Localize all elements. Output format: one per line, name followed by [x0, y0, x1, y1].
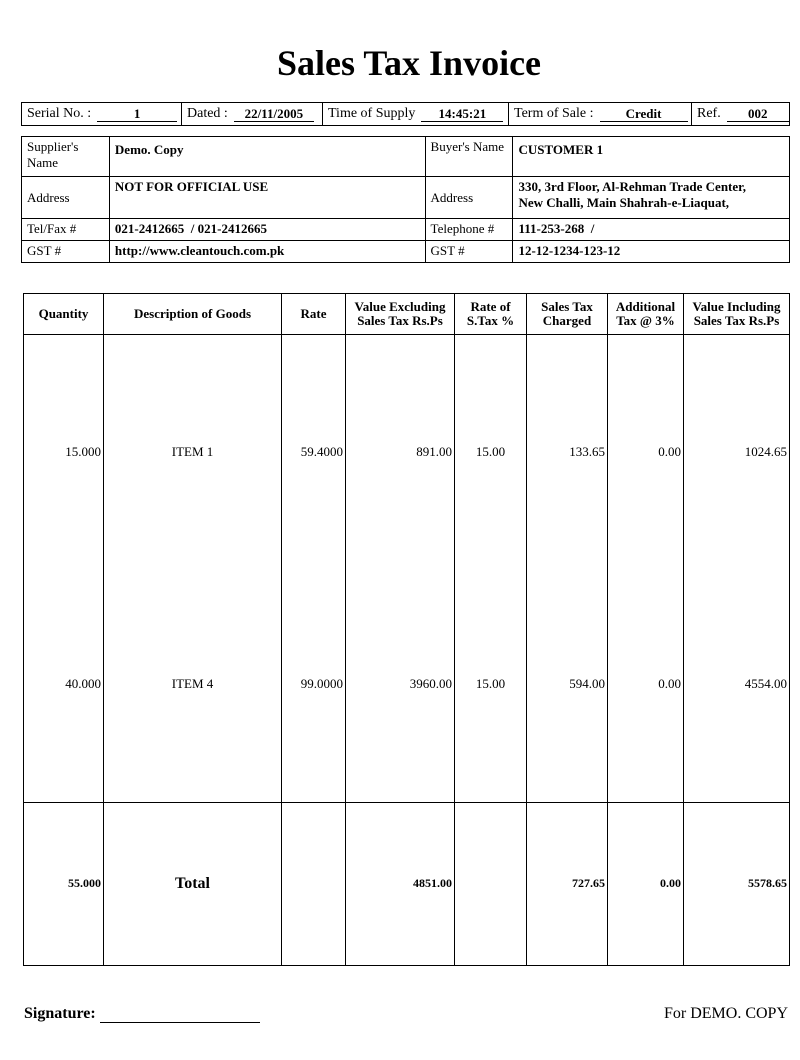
item-value-excl: 3960.00	[346, 568, 455, 799]
col-rate-stax-line1: Rate of	[470, 299, 511, 314]
term-value: Credit	[600, 107, 688, 122]
buyer-address-line1: 330, 3rd Floor, Al-Rehman Trade Center,	[518, 179, 746, 194]
time-label: Time of Supply	[328, 106, 416, 121]
buyer-name: CUSTOMER 1	[513, 137, 790, 177]
col-value-incl-line1: Value Including	[692, 299, 781, 314]
supplier-gst: http://www.cleantouch.com.pk	[109, 241, 425, 263]
col-rate: Rate	[282, 294, 346, 335]
col-addl-line1: Additional	[615, 299, 676, 314]
col-stax	[527, 294, 608, 335]
item-addl: 0.00	[608, 335, 684, 569]
buyer-address	[513, 177, 790, 219]
goods-table	[23, 293, 790, 966]
buyer-tel: 111-253-268 /	[513, 219, 790, 241]
col-value-excl-line1: Value Excluding	[354, 299, 446, 314]
serial-value: 1	[97, 107, 177, 122]
serial-label: Serial No. :	[27, 106, 92, 121]
col-value-incl	[684, 294, 790, 335]
item-description: ITEM 4	[104, 568, 282, 799]
col-value-incl-line2: Sales Tax Rs.Ps	[693, 313, 780, 328]
item-rate: 59.4000	[282, 335, 346, 569]
table-row	[24, 568, 790, 799]
goods-header-row	[24, 294, 790, 335]
item-addl: 0.00	[608, 568, 684, 799]
col-addl	[608, 294, 684, 335]
dated-value: 22/11/2005	[234, 107, 314, 122]
term-label: Term of Sale :	[514, 106, 594, 121]
supplier-gst-label: GST #	[22, 241, 110, 263]
supplier-tel-label: Tel/Fax #	[22, 219, 110, 241]
time-cell	[323, 103, 509, 125]
col-value-excl	[346, 294, 455, 335]
supplier-address: NOT FOR OFFICIAL USE	[109, 177, 425, 219]
item-rate-stax: 15.00	[455, 335, 527, 569]
buyer-gst: 12-12-1234-123-12	[513, 241, 790, 263]
invoice-meta-row	[21, 102, 790, 126]
signature-line	[100, 1007, 260, 1023]
item-stax: 133.65	[527, 335, 608, 569]
dated-cell	[182, 103, 323, 125]
total-addl: 0.00	[608, 802, 684, 965]
signature-field	[24, 1005, 260, 1023]
col-quantity: Quantity	[24, 294, 104, 335]
col-description: Description of Goods	[104, 294, 282, 335]
item-value-excl: 891.00	[346, 335, 455, 569]
time-value: 14:45:21	[421, 107, 503, 122]
buyer-name-label: Buyer's Name	[425, 137, 513, 177]
ref-label: Ref.	[697, 106, 721, 121]
col-value-excl-line2: Sales Tax Rs.Ps	[357, 313, 443, 328]
buyer-gst-label: GST #	[425, 241, 513, 263]
item-rate-stax: 15.00	[455, 568, 527, 799]
buyer-tel-label: Telephone #	[425, 219, 513, 241]
party-info-table	[21, 136, 790, 263]
supplier-tel: 021-2412665 / 021-2412665	[109, 219, 425, 241]
item-quantity: 40.000	[24, 568, 104, 799]
invoice-title: Sales Tax Invoice	[276, 43, 542, 83]
total-stax: 727.65	[527, 802, 608, 965]
serial-cell	[22, 103, 182, 125]
item-quantity: 15.000	[24, 335, 104, 569]
ref-cell	[692, 103, 789, 125]
supplier-address-label: Address	[22, 177, 110, 219]
supplier-name-label: Supplier's Name	[22, 137, 110, 177]
for-company: For DEMO. COPY	[663, 1005, 788, 1022]
total-value-excl: 4851.00	[346, 802, 455, 965]
total-label: Total	[104, 802, 282, 965]
supplier-name: Demo. Copy	[109, 137, 425, 177]
signature-label: Signature:	[24, 1005, 96, 1022]
col-stax-line1: Sales Tax	[541, 299, 593, 314]
col-rate-stax-line2: S.Tax %	[466, 313, 515, 328]
dated-label: Dated :	[187, 106, 228, 121]
totals-row	[24, 802, 790, 965]
buyer-address-line2: New Challi, Main Shahrah-e-Liaquat,	[518, 195, 730, 210]
total-value-incl: 5578.65	[684, 802, 790, 965]
item-stax: 594.00	[527, 568, 608, 799]
item-rate: 99.0000	[282, 568, 346, 799]
item-value-incl: 1024.65	[684, 335, 790, 569]
item-value-incl: 4554.00	[684, 568, 790, 799]
col-stax-line2: Charged	[542, 313, 592, 328]
buyer-address-label: Address	[425, 177, 513, 219]
ref-value: 002	[727, 107, 789, 122]
col-addl-line2: Tax @ 3%	[616, 313, 675, 328]
term-cell	[509, 103, 692, 125]
total-quantity: 55.000	[24, 802, 104, 965]
item-description: ITEM 1	[104, 335, 282, 569]
table-row	[24, 335, 790, 569]
col-rate-stax	[455, 294, 527, 335]
